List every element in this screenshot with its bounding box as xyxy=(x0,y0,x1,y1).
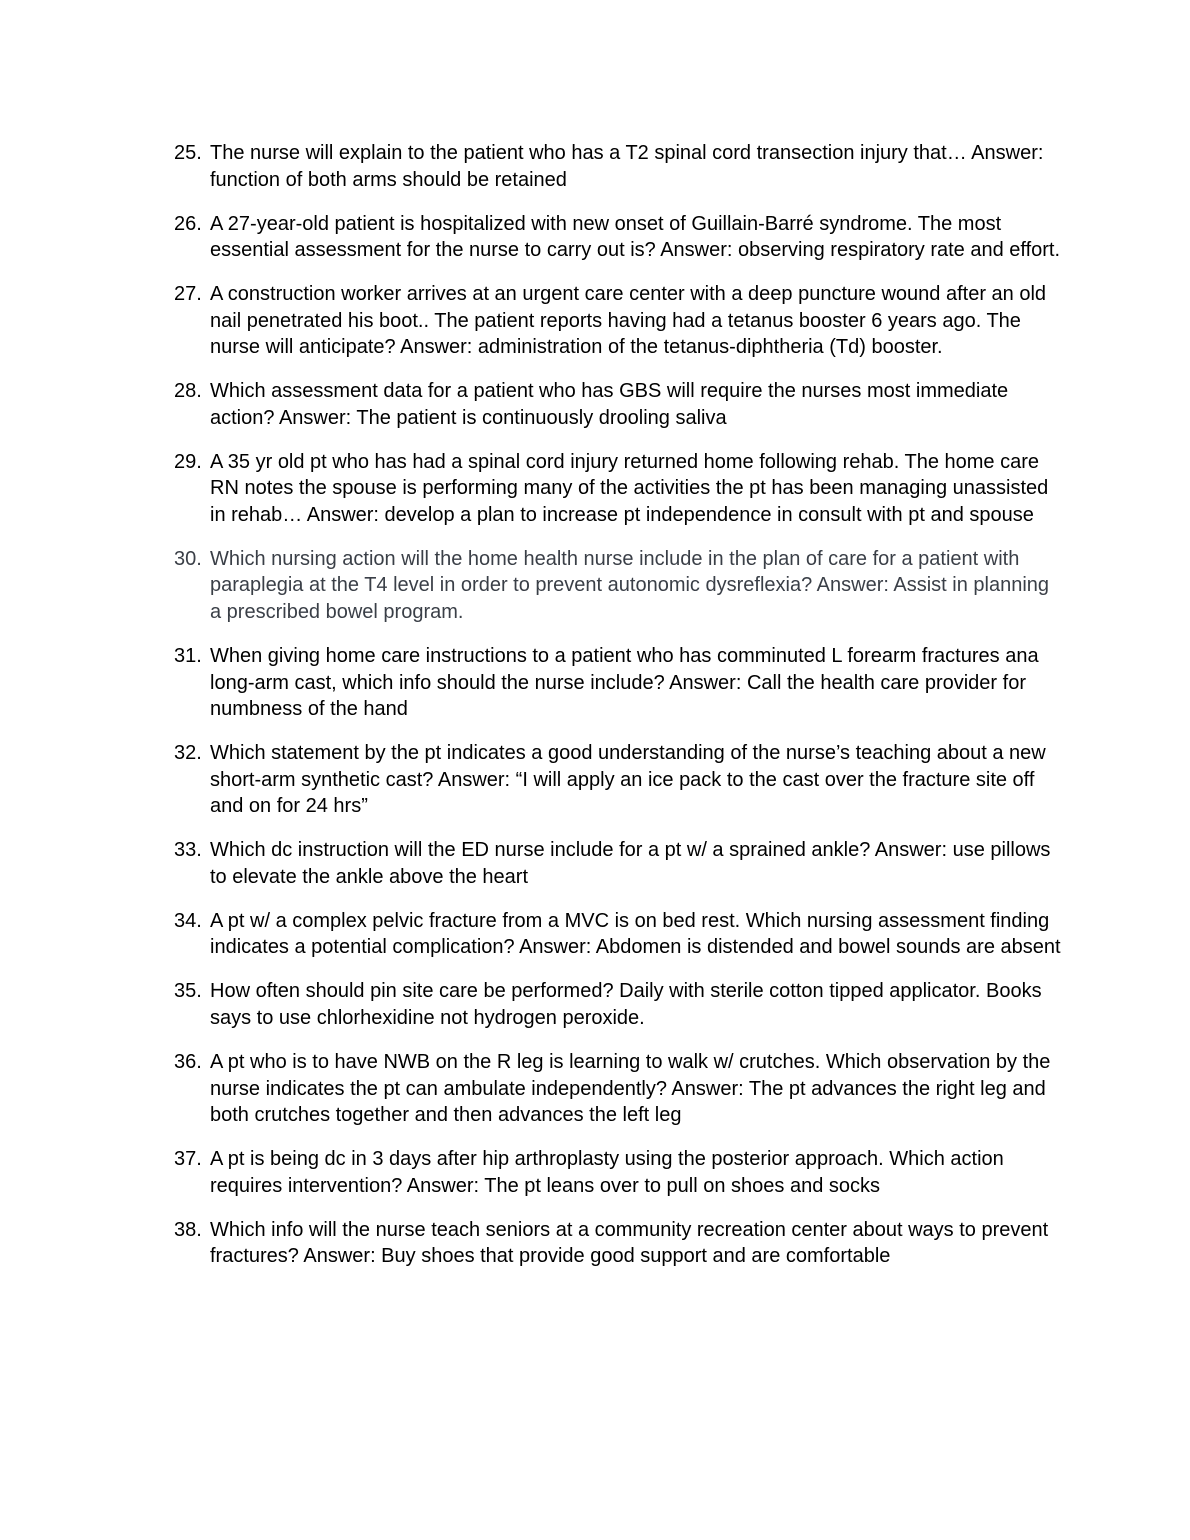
list-item-33 xyxy=(174,837,1064,890)
item-text: How often should pin site care be performed? Daily with sterile cotton tipped applicator. Books says to use chlorhexidine not hydrogen peroxide. xyxy=(210,980,1042,1029)
list-item-27 xyxy=(174,281,1064,361)
item-text: A 27-year-old patient is hospitalized with new onset of Guillain-Barré syndrome. The most essential assessment for the nurse to carry out is? Answer: observing respiratory rate and effort. xyxy=(210,212,1061,262)
list-item-37 xyxy=(174,1146,1064,1199)
list-item-26 xyxy=(174,211,1064,264)
list-item-25 xyxy=(174,140,1064,193)
item-text: A construction worker arrives at an urgent care center with a deep puncture wound after an old nail penetrated his boot.. The patient reports having had a tetanus booster 6 years ago. The nurse will anticipate? Answer: administration of the tetanus-diphtheria (Td) booster. xyxy=(210,283,1047,359)
item-number: 37. xyxy=(174,1148,202,1171)
item-number: 35. xyxy=(174,980,202,1003)
item-number: 28. xyxy=(174,380,202,403)
item-text: Which statement by the pt indicates a good understanding of the nurse’s teaching about a new short-arm synthetic cast? Answer: “I will apply an ice pack to the cast over the fracture site off and on for 24 hrs” xyxy=(210,742,1046,818)
item-number: 34. xyxy=(174,909,202,932)
item-number: 38. xyxy=(174,1218,202,1241)
list-item-30 xyxy=(174,546,1064,626)
list-item-34 xyxy=(174,908,1064,961)
list-item-38 xyxy=(174,1217,1064,1270)
list-item-29 xyxy=(174,449,1064,529)
item-number: 30. xyxy=(174,547,202,570)
item-number: 31. xyxy=(174,645,202,668)
item-number: 25. xyxy=(174,142,202,164)
question-answer-list xyxy=(174,140,1064,1287)
list-item-35 xyxy=(174,978,1064,1031)
item-text: Which dc instruction will the ED nurse include for a pt w/ a sprained ankle? Answer: use pillows to elevate the ankle above the heart xyxy=(210,839,1051,888)
item-text: A pt w/ a complex pelvic fracture from a MVC is on bed rest. Which nursing assessment finding indicates a potential complication? Answer: Abdomen is distended and bowel sounds are absent xyxy=(210,909,1061,959)
item-number: 29. xyxy=(174,450,202,473)
item-text: Which assessment data for a patient who has GBS will require the nurses most immediate action? Answer: The patient is continuously drooling saliva xyxy=(210,380,1009,429)
list-item-28 xyxy=(174,378,1064,431)
item-text: A 35 yr old pt who has had a spinal cord injury returned home following rehab. The home care RN notes the spouse is performing many of the activities the pt has been managing unassisted in rehab… Answer: develop a plan to increase pt independence in consult with pt and spouse xyxy=(210,450,1049,526)
item-text: Which info will the nurse teach seniors at a community recreation center about ways to prevent fractures? Answer: Buy shoes that provide good support and are comfortable xyxy=(210,1218,1049,1268)
item-text: A pt who is to have NWB on the R leg is learning to walk w/ crutches. Which observation by the nurse indicates the pt can ambulate independently? Answer: The pt advances the right leg and both crutches together and then advances the left leg xyxy=(210,1051,1051,1127)
item-number: 26. xyxy=(174,212,202,235)
item-text: Which nursing action will the home health nurse include in the plan of care for a patient with paraplegia at the T4 level in order to prevent autonomic dysreflexia? Answer: Assist in planning a prescribed bowel program. xyxy=(210,547,1050,623)
list-item-32 xyxy=(174,740,1064,820)
item-text: When giving home care instructions to a patient who has comminuted L forearm fractures ana long-arm cast, which info should the nurse include? Answer: Call the health care provider for numbness of the hand xyxy=(210,645,1039,721)
list-item-36 xyxy=(174,1049,1064,1129)
item-number: 33. xyxy=(174,839,202,862)
item-text: The nurse will explain to the patient who has a T2 spinal cord transection injury that… Answer: function of both arms should be retained xyxy=(210,142,1044,191)
item-number: 36. xyxy=(174,1051,202,1074)
item-number: 32. xyxy=(174,742,202,765)
item-text: A pt is being dc in 3 days after hip arthroplasty using the posterior approach. Which action requires intervention? Answer: The pt leans over to pull on shoes and socks xyxy=(210,1148,1004,1197)
list-item-31 xyxy=(174,643,1064,723)
item-number: 27. xyxy=(174,283,202,306)
